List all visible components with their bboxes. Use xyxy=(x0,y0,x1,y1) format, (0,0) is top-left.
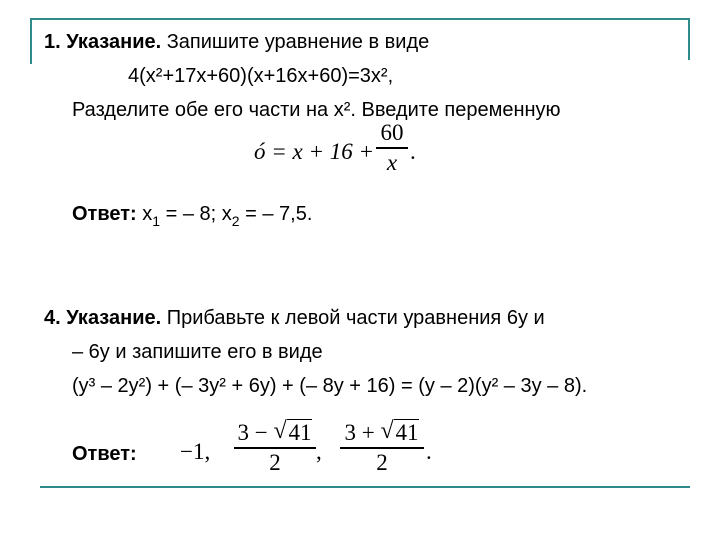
frame-bottom-line xyxy=(40,486,690,488)
sqrt-icon: √ 41 xyxy=(273,418,312,445)
item4-number: 4. xyxy=(44,307,61,329)
item4-fraction-2 xyxy=(340,420,424,476)
fraction2-numerator: 3 + √ 41 xyxy=(344,418,419,445)
frame-left-line xyxy=(30,18,32,64)
item1-line3: Разделите обе его части на x². Введите переменную xyxy=(72,99,561,121)
item1-formula-end: . xyxy=(410,139,416,164)
item1-answer: Ответ: $x_1$ = – 8; $x_2$ = – 7,5. xyxy=(72,203,313,229)
item4-ans-minus1: −1, xyxy=(180,439,211,464)
fraction1-numerator: 3 − √ 41 xyxy=(237,418,312,445)
item1-answer-label: Ответ: xyxy=(72,203,137,225)
item4-answer-label: Ответ: xyxy=(72,443,137,465)
item4-line2: – 6y и запишите его в виде xyxy=(72,341,323,363)
formula-numerator: 60 xyxy=(380,120,404,145)
item4-hint-label: Указание. xyxy=(66,307,162,329)
fraction2-bar xyxy=(340,447,424,449)
frame-right-line xyxy=(688,18,690,60)
formula-denominator: x xyxy=(386,149,398,175)
item4-period: . xyxy=(426,439,432,464)
frame-top-line xyxy=(30,18,690,20)
item1-line1 xyxy=(44,30,429,54)
fraction1-denominator: 2 xyxy=(269,449,281,475)
fraction-bar xyxy=(376,147,408,149)
fraction2-denominator: 2 xyxy=(376,449,388,475)
item4-hint-text: Прибавьте к левой части уравнения 6y и xyxy=(161,307,545,329)
item4-comma: , xyxy=(316,439,322,464)
fraction1-bar xyxy=(234,447,316,449)
item1-hint-text: Запишите уравнение в виде xyxy=(161,31,430,53)
item1-number: 1. xyxy=(44,31,61,53)
item4-line3: (y³ – 2y²) + (– 3y² + 6y) + (– 8y + 16) = (y – 2)(y² – 3y – 8). xyxy=(72,375,588,397)
item4-line1 xyxy=(44,306,545,330)
formula-lhs: ó = x + 16 + xyxy=(254,139,375,164)
item1-equation: 4(x²+17x+60)(x+16x+60)=3x², xyxy=(128,65,394,87)
item1-formula-fraction xyxy=(376,120,408,176)
item1-formula-lhs xyxy=(254,140,374,165)
item4-fraction-1 xyxy=(234,420,316,476)
sqrt-icon: √ 41 xyxy=(380,418,419,445)
item1-hint-label: Указание. xyxy=(66,31,162,53)
